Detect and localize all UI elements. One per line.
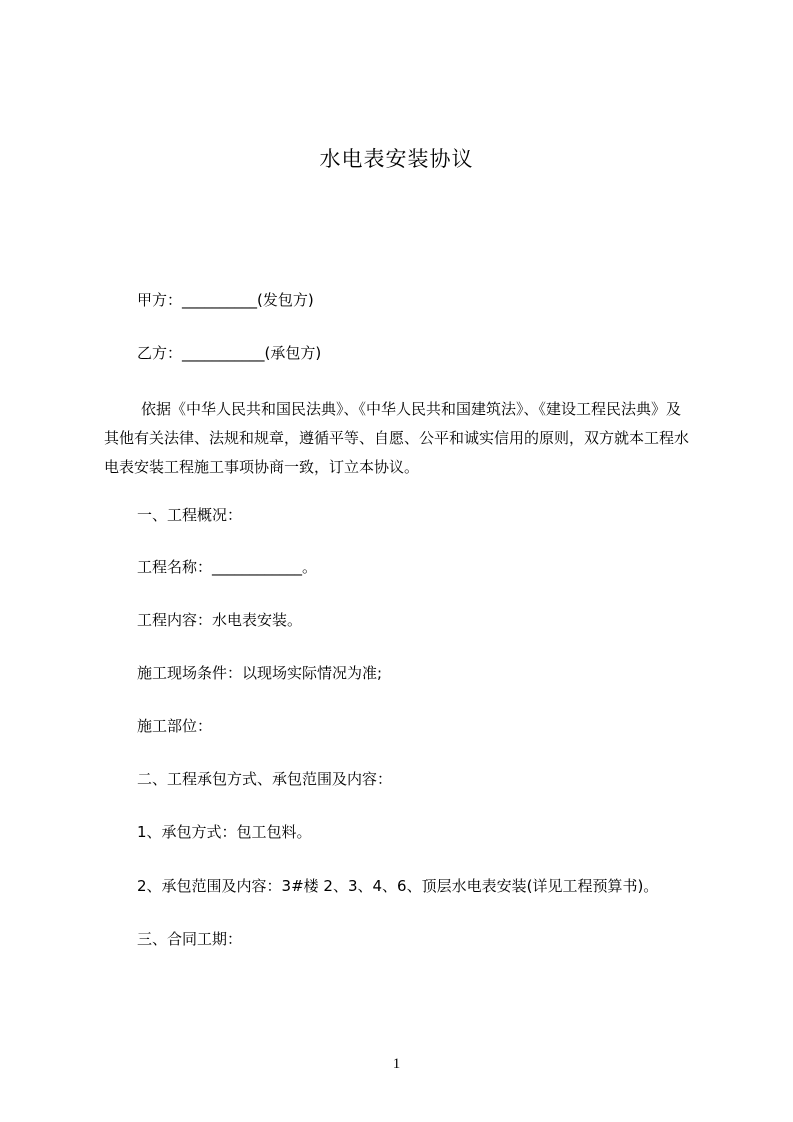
contract-scope-line: 2、承包范围及内容：3#楼 2、3、4、6、顶层水电表安装(详见工程预算书)。 [137, 877, 659, 895]
document-title: 水电表安装协议 [319, 147, 474, 171]
contract-method-line: 1、承包方式：包工包料。 [137, 823, 312, 841]
party-a-line: 甲方：__________(发包方) [137, 291, 314, 309]
section-3-heading: 三、合同工期： [137, 930, 243, 948]
section-2-heading: 二、工程承包方式、承包范围及内容： [137, 770, 393, 788]
section-1-heading: 一、工程概况： [137, 506, 243, 524]
construction-part-line: 施工部位： [137, 717, 213, 735]
site-conditions-line: 施工现场条件：以现场实际情况为准; [137, 664, 383, 682]
page-number: 1 [392, 1056, 401, 1072]
project-name-line: 工程名称：____________。 [137, 558, 318, 576]
party-b-line: 乙方：___________(承包方) [137, 344, 322, 362]
intro-paragraph: 依据《中华人民共和国民法典》、《中华人民共和国建筑法》、《建设工程民法典》及其他有关法律、法规和规章，遵循平等、自愿、公平和诚实信用的原则，双方就本工程水电表安装工程施工事项协商一致，订立本协议。 [104, 400, 690, 476]
project-content-line: 工程内容：水电表安装。 [137, 611, 303, 629]
